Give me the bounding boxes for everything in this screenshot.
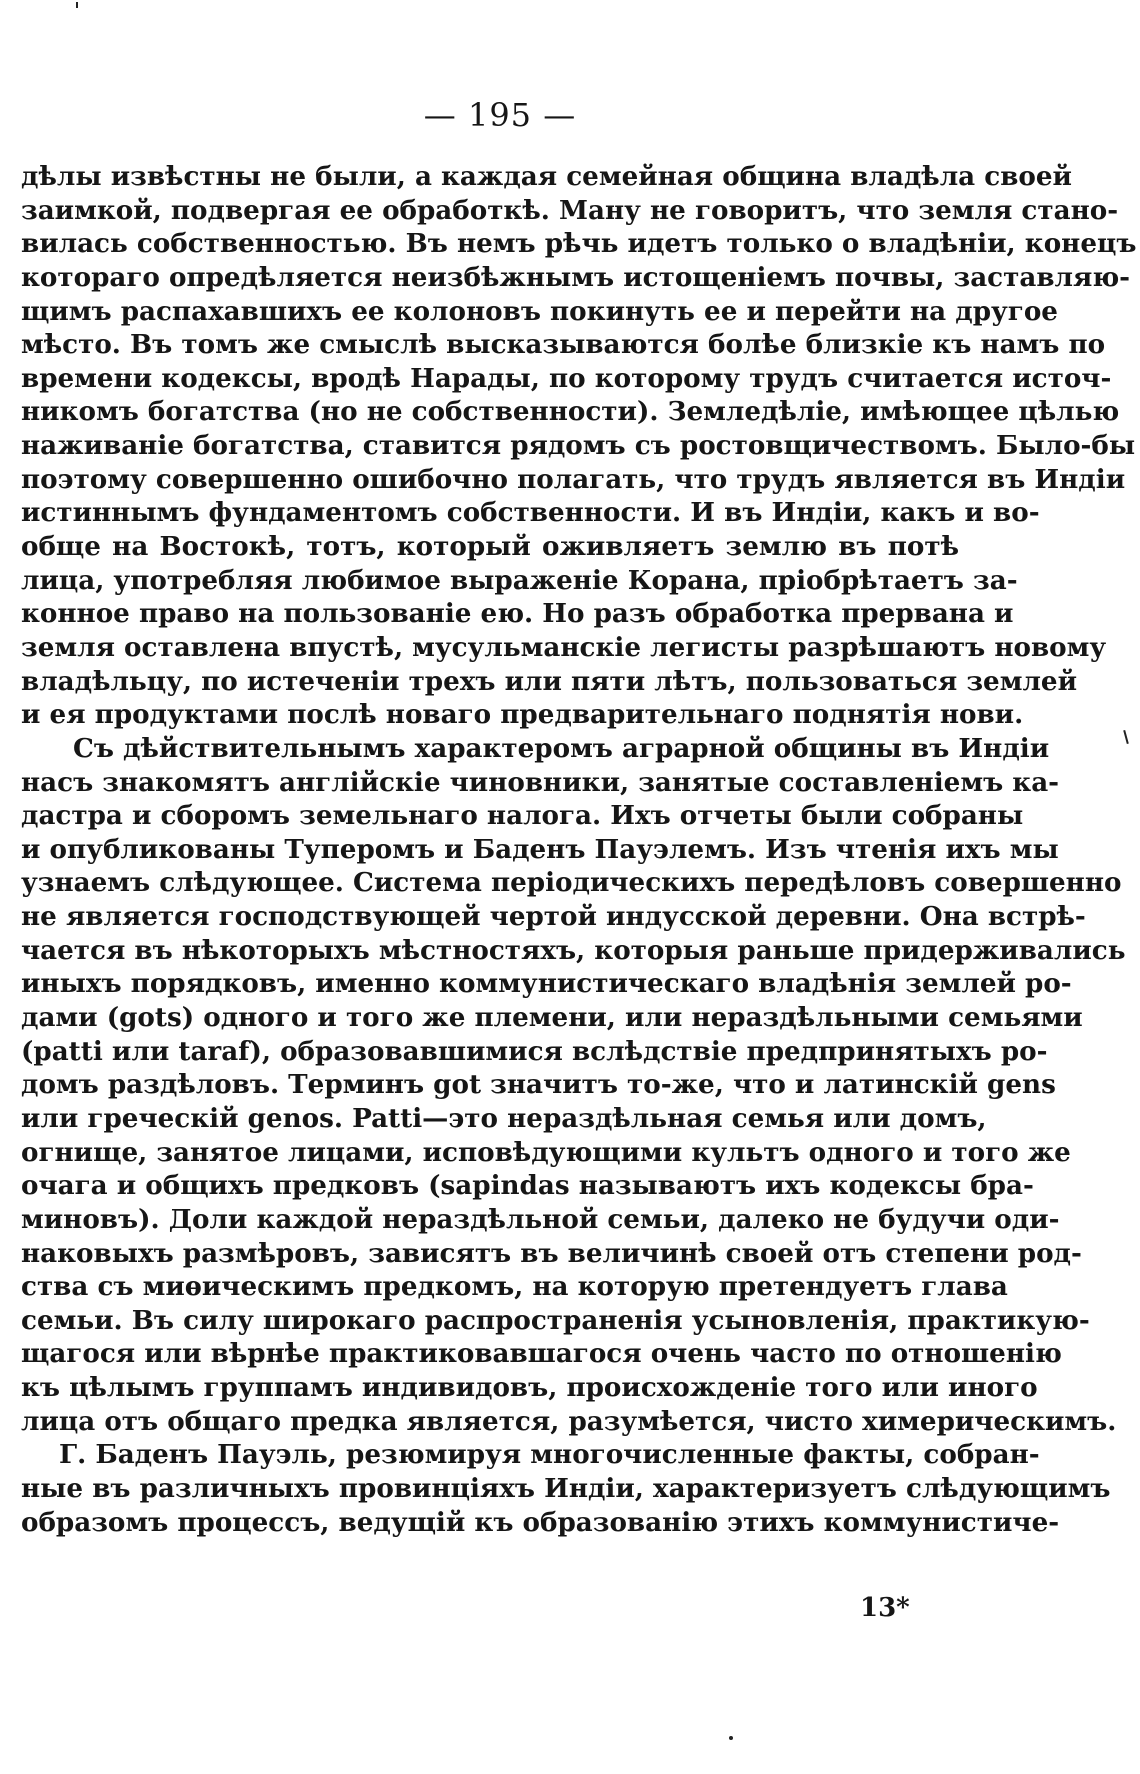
- text-line: истиннымъ фундаментомъ собственности. И въ Индіи, какъ и во-: [21, 497, 1040, 529]
- text-line: къ цѣлымъ группамъ индивидовъ, происхожденіе того или иного: [21, 1372, 1038, 1404]
- text-line: семьи. Въ силу широкаго распространенія усыновленія, практикую-: [21, 1304, 1090, 1336]
- text-line: и ея продуктами послѣ новаго предварительнаго поднятія нови.: [21, 699, 1024, 731]
- text-line: лица отъ общаго предка является, разумѣется, чисто химерическимъ.: [21, 1405, 1117, 1437]
- scan-speck: [76, 2, 78, 8]
- text-line: дами (gots) одного и того же племени, или нераздѣльными семьями: [21, 1002, 1083, 1034]
- text-line: не является господствующей чертой индусской деревни. Она встрѣ-: [21, 901, 1086, 933]
- text-line: мѣсто. Въ томъ же смыслѣ высказываются болѣе близкіе къ намъ по: [21, 329, 1106, 361]
- text-line: миновъ). Доли каждой нераздѣльной семьи, далеко не будучи оди-: [21, 1203, 1060, 1235]
- text-line: наживаніе богатства, ставится рядомъ съ ростовщичествомъ. Было-бы: [21, 430, 1136, 462]
- printer-signature: 13*: [860, 1593, 910, 1623]
- text-line: очага и общихъ предковъ (sapindas называютъ ихъ кодексы бра-: [21, 1170, 1034, 1202]
- text-line: иныхъ порядковъ, именно коммунистическаго владѣнія землей ро-: [21, 968, 1072, 1000]
- text-line: (patti или taraf), образовавшимися вслѣдствіе предпринятыхъ ро-: [21, 1035, 1048, 1067]
- text-line: дастра и сборомъ земельнаго налога. Ихъ отчеты были собраны: [21, 800, 1024, 832]
- text-line: обще на Востокѣ, тотъ, который оживляетъ землю въ потѣ: [21, 531, 959, 563]
- text-line: Съ дѣйствительнымъ характеромъ аграрной общины въ Индіи: [73, 732, 1050, 764]
- text-line: наковыхъ размѣровъ, зависятъ въ величинѣ своей отъ степени род-: [21, 1237, 1082, 1269]
- text-line: чается въ нѣкоторыхъ мѣстностяхъ, которыя раньше придерживались: [21, 934, 1126, 966]
- page-body: [21, 160, 1137, 1539]
- text-line: лица, употребляя любимое выраженіе Корана, пріобрѣтаетъ за-: [21, 564, 1018, 596]
- text-line: вилась собственностью. Въ немъ рѣчь идетъ только о владѣніи, конецъ: [21, 228, 1137, 260]
- text-line: земля оставлена впустѣ, мусульманскіе легисты разрѣшаютъ новому: [21, 631, 1107, 663]
- text-line: и опубликованы Туперомъ и Баденъ Пауэлемъ. Изъ чтенія ихъ мы: [21, 833, 1059, 865]
- text-line: домъ раздѣловъ. Терминъ got значитъ то-же, что и латинскій gens: [21, 1069, 1056, 1101]
- text-line: ные въ различныхъ провинціяхъ Индіи, характеризуетъ слѣдующимъ: [21, 1472, 1111, 1504]
- text-line: Г. Баденъ Пауэль, резюмируя многочисленные факты, собран-: [59, 1439, 1040, 1471]
- scan-speck: [1123, 730, 1129, 744]
- text-line: конное право на пользованіе ею. Но разъ обработка прервана и: [21, 598, 1014, 630]
- text-line: ства съ миѳическимъ предкомъ, на которую претендуетъ глава: [21, 1271, 1008, 1303]
- text-line: насъ знакомятъ англійскіе чиновники, занятые составленіемъ ка-: [21, 766, 1060, 798]
- text-line: щагося или вѣрнѣе практиковавшагося очень часто по отношенію: [21, 1338, 1062, 1370]
- scan-speck: [729, 1736, 733, 1740]
- text-line: заимкой, подвергая ее обработкѣ. Ману не говоритъ, что земля стано-: [21, 194, 1119, 226]
- text-line: щимъ распахавшихъ ее колоновъ покинуть ее и перейти на другое: [21, 295, 1058, 327]
- text-line: владѣльцу, по истеченіи трехъ или пяти лѣтъ, пользоваться землей: [21, 665, 1078, 697]
- text-line: никомъ богатства (но не собственности). Земледѣліе, имѣющее цѣлью: [21, 396, 1120, 428]
- text-line: узнаемъ слѣдующее. Система періодическихъ передѣловъ совершенно: [21, 867, 1122, 899]
- text-line: образомъ процессъ, ведущій къ образованію этихъ коммунистиче-: [21, 1506, 1060, 1538]
- text-line: дѣлы извѣстны не были, а каждая семейная община владѣла своей: [21, 161, 1072, 192]
- page-number: — 195 —: [423, 96, 577, 134]
- text-line: огнище, занятое лицами, исповѣдующими культъ одного и того же: [21, 1136, 1071, 1168]
- text-line: котораго опредѣляется неизбѣжнымъ истощеніемъ почвы, заставляю-: [21, 261, 1131, 293]
- text-line: или греческій genos. Patti—это нераздѣльная семья или домъ,: [21, 1102, 987, 1134]
- text-line: времени кодексы, вродѣ Нарады, по которому трудъ считается источ-: [21, 362, 1112, 394]
- text-line: поэтому совершенно ошибочно полагать, что трудъ является въ Индіи: [21, 463, 1126, 495]
